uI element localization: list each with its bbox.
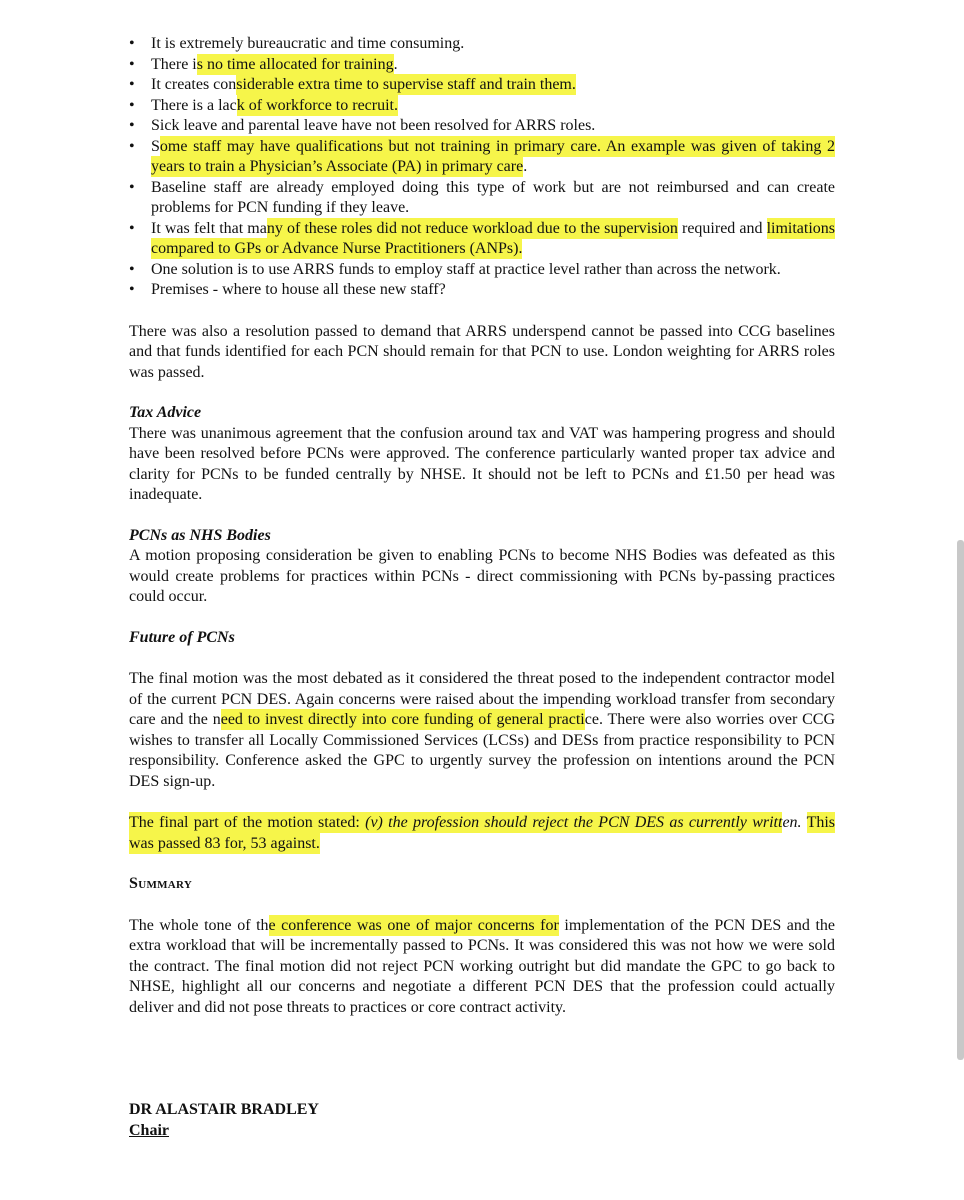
summary-heading: Summary <box>129 875 193 892</box>
nhs-bodies-paragraph: A motion proposing consideration be given to enabling PCNs to become NHS Bodies was defeated as this would create problems for practices within PCNs - direct commissioning with PCNs by-passing practices could occur. <box>129 547 835 605</box>
future-pcns-heading: Future of PCNs <box>129 628 235 646</box>
concerns-bullet-list <box>129 34 835 301</box>
text-run: It was felt that ma <box>151 219 267 237</box>
signatory-name: DR ALASTAIR BRADLEY <box>129 1101 319 1118</box>
text-run: The whole tone of th <box>129 916 269 934</box>
future-pcns-paragraph <box>129 669 835 792</box>
bullet-item <box>129 34 835 55</box>
resolution-paragraph: There was also a resolution passed to demand that ARRS underspend cannot be passed into CCG baselines and that funds identified for each PCN should remain for that PCN to use. London weighting for ARRS roles was passed. <box>129 322 835 381</box>
vertical-scrollbar[interactable] <box>957 540 964 1060</box>
highlighted-text: limitations compared to GPs or Advance Nurse Practitioners (ANPs). <box>151 219 836 257</box>
highlighted-text: ny of these roles did not reduce workload due to the supervision <box>266 219 678 237</box>
summary-paragraph <box>129 916 835 1019</box>
bullet-icon: • <box>129 178 135 196</box>
bullet-item <box>129 75 835 96</box>
bullet-icon: • <box>129 55 135 73</box>
bullet-icon: • <box>129 219 135 237</box>
bullet-item <box>129 96 835 117</box>
text-run: . <box>523 158 528 175</box>
highlighted-text: (v) the profession should reject the PCN DES as currently writt <box>365 814 783 831</box>
document-body <box>129 34 835 1141</box>
text-run: implementation of the PCN DES and the extra workload that will be incrementally passed to PCNs. It was considered this was not how we were sold the contract. The final motion did not reject PCN working outright but did mandate the GPC to go back to NHSE, highlight all our concerns and negotiate a different PCN DES that the profession could actually deliver and did not pose threats to practices or core contract activity. <box>129 916 835 1016</box>
text-run: en. <box>782 814 802 831</box>
text-run: It is extremely bureaucratic and time consuming. <box>151 35 465 52</box>
text-run: There i <box>151 55 197 73</box>
highlighted-text: ome staff may have qualifications but not training in primary care. An example was given of taking 2 years to train a Physician’s Associate (PA) in primary care <box>151 137 835 175</box>
tax-advice-paragraph: There was unanimous agreement that the confusion around tax and VAT was hampering progress and should have been resolved before PCNs were approved. The conference particularly wanted proper tax advice and clarity for PCNs to be funded centrally by NHSE. It should not be left to PCNs and £1.50 per head was inadequate. <box>129 424 835 503</box>
bullet-icon: • <box>129 260 135 278</box>
bullet-icon: • <box>129 281 135 298</box>
highlighted-text: e conference was one of major concerns for <box>268 916 559 934</box>
text-run: One solution is to use ARRS funds to employ staff at practice level rather than across the network. <box>151 260 781 278</box>
text-run: Premises - where to house all these new staff? <box>151 281 446 298</box>
highlighted-text: This was passed 83 for, 53 against. <box>129 814 836 852</box>
bullet-item <box>129 260 835 281</box>
tax-advice-heading: Tax Advice <box>129 404 202 421</box>
bullet-item <box>129 137 835 178</box>
highlighted-text: k of workforce to recruit. <box>236 96 398 114</box>
bullet-icon: • <box>129 117 135 134</box>
signatory-role: Chair <box>129 1121 169 1139</box>
text-run: There is a lac <box>151 96 237 114</box>
highlighted-text: eed to invest directly into core funding of general practi <box>220 711 585 728</box>
text-run: Baseline staff are already employed doing this type of work but are not reimbursed and can create problems for PCN funding if they leave. <box>151 178 835 216</box>
bullet-item <box>129 280 835 301</box>
highlighted-text: s no time allocated for training <box>196 55 394 73</box>
text-run: . <box>393 55 398 73</box>
signature-block <box>129 1100 835 1141</box>
final-motion-paragraph <box>129 813 835 854</box>
bullet-icon: • <box>129 35 135 52</box>
bullet-icon: • <box>129 137 135 155</box>
bullet-item <box>129 219 835 260</box>
text-run: It creates con <box>151 76 237 93</box>
bullet-item <box>129 178 835 219</box>
text-run: The final motion was the most debated as it considered the threat posed to the independent contractor model of the current PCN DES. Again concerns were raised about the impending workload transfer from secondary care and the n <box>129 670 835 728</box>
text-run: Sick leave and parental leave have not been resolved for ARRS roles. <box>151 117 596 134</box>
bullet-icon: • <box>129 96 135 114</box>
text-run: required and <box>677 219 767 237</box>
highlighted-text: siderable extra time to supervise staff and train them. <box>236 76 576 93</box>
bullet-icon: • <box>129 76 135 93</box>
highlighted-text: The final part of the motion stated: <box>129 814 366 831</box>
text-run: S <box>151 137 160 155</box>
nhs-bodies-heading: PCNs as NHS Bodies <box>129 526 271 544</box>
text-run: ce. There were also worries over CCG wishes to transfer all Locally Commissioned Services (LCSs) and DESs from practice responsibility to PCN responsibility. Conference asked the GPC to urgently survey the profession on intentions around the PCN DES sign-up. <box>129 711 836 790</box>
bullet-item <box>129 55 835 76</box>
text-run <box>802 814 807 831</box>
bullet-item <box>129 116 835 137</box>
